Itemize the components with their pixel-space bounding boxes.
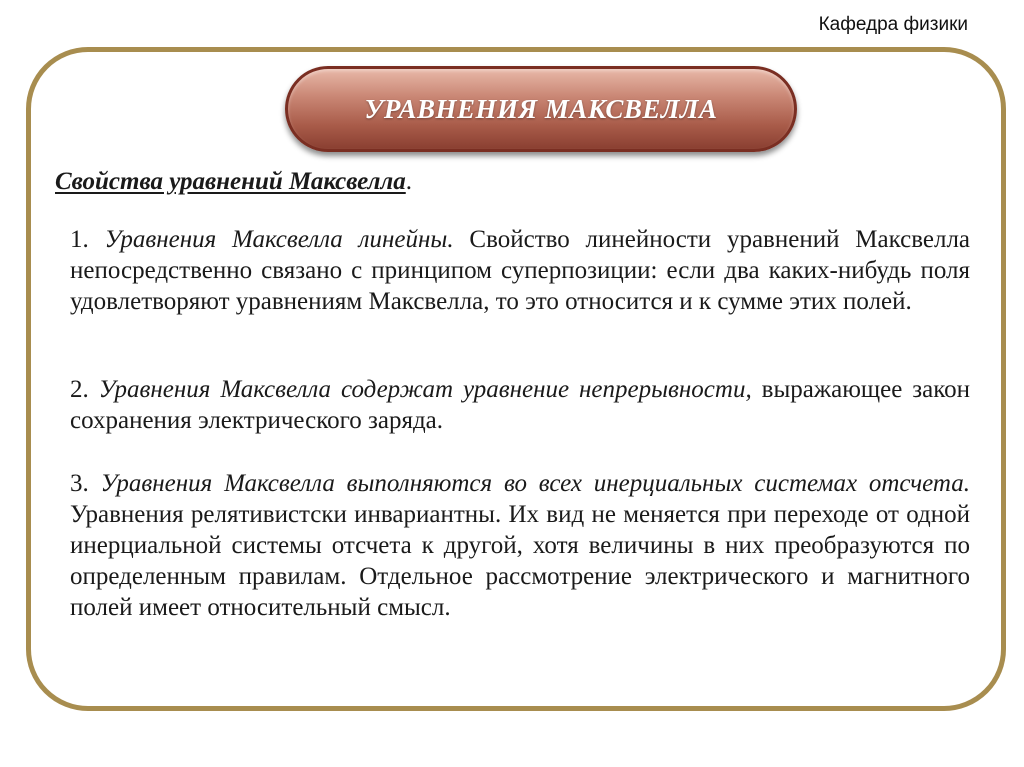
property-1-text: Свойство линейности уравнений Максвелла непосредственно связано с принципом суперпозиции: если два каких-нибудь поля удовлетворяют уравнениям Максвелла, то это относится и к сумме этих полей.	[70, 226, 971, 315]
property-2-text: выражающее закон сохранения электрического заряда.	[70, 376, 971, 434]
property-2-number: 2.	[70, 376, 89, 403]
property-1-statement: Уравнения Максвелла линейны.	[104, 226, 454, 253]
subtitle-text: Свойства уравнений Максвелла	[55, 168, 406, 195]
section-subtitle	[55, 168, 412, 196]
property-1-paragraph	[70, 224, 970, 317]
title-banner	[285, 66, 797, 152]
property-3-number: 3.	[70, 470, 89, 497]
subtitle-punct: .	[405, 168, 412, 195]
property-2-paragraph	[70, 374, 970, 436]
property-3-text: Уравнения релятивистски инвариантны. Их вид не меняется при переходе от одной инерциальной системы отсчета к другой, хотя величины в них преобразуются по определенным правилам. Отдельное рассмотрение электрического и магнитного полей имеет относительный смысл.	[70, 501, 970, 621]
property-3-statement: Уравнения Максвелла выполняются во всех инерциальных системах отсчета.	[100, 470, 971, 497]
property-2-statement: Уравнения Максвелла содержат уравнение непрерывности,	[98, 376, 752, 403]
department-label: Кафедра физики	[818, 14, 968, 35]
slide-title: УРАВНЕНИЯ МАКСВЕЛЛА	[364, 93, 718, 124]
property-1-number: 1.	[70, 226, 89, 253]
property-3-paragraph	[70, 468, 970, 623]
